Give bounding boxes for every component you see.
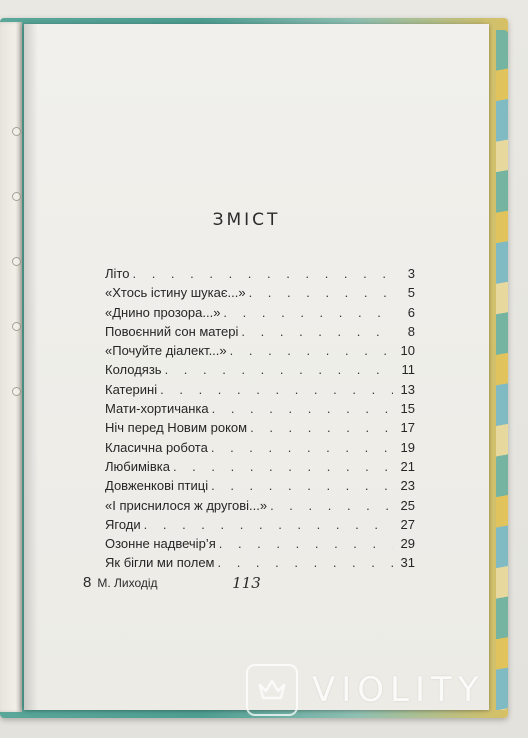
toc-entry-page: 25 <box>400 497 415 513</box>
toc-list <box>105 264 415 573</box>
toc-leader-dots <box>249 283 393 302</box>
toc-entry <box>105 380 415 399</box>
toc-entry-title: Класична робота <box>105 439 208 455</box>
toc-entry <box>105 303 415 322</box>
toc-entry-page: 17 <box>400 420 415 436</box>
toc-leader-dots <box>144 515 393 534</box>
toc-entry <box>105 553 415 572</box>
toc-entry-page: 15 <box>400 401 415 417</box>
toc-entry-title: Катерині <box>105 381 158 397</box>
toc-entry <box>105 341 415 360</box>
toc-entry-page: 10 <box>400 343 415 359</box>
cover-edge <box>496 30 508 710</box>
page-number: 113 <box>232 574 261 592</box>
toc-entry-page: 8 <box>407 323 415 339</box>
toc-leader-dots <box>250 418 393 437</box>
toc-entry-page: 5 <box>407 285 415 301</box>
toc-leader-dots <box>211 476 393 495</box>
toc-entry <box>105 360 415 379</box>
toc-entry <box>105 283 415 302</box>
toc-leader-dots <box>212 399 393 418</box>
binding-stitch <box>12 322 21 331</box>
watermark-badge <box>246 664 298 716</box>
toc-leader-dots <box>165 360 393 379</box>
toc-entry-page: 27 <box>400 516 415 532</box>
binding-stitch <box>12 387 21 396</box>
toc-leader-dots <box>217 553 393 572</box>
toc-entry <box>105 534 415 553</box>
signature-mark: 8 <box>83 574 92 591</box>
toc-entry-title: Ягоди <box>105 516 141 532</box>
toc-heading: ЗМІСТ <box>212 210 281 230</box>
binding-stitch <box>12 257 21 266</box>
watermark <box>246 664 485 716</box>
toc-entry <box>105 264 415 283</box>
toc-entry-title: «Хтось істину шукає...» <box>105 285 246 301</box>
toc-entry-title: Колодязь <box>105 362 162 378</box>
toc-entry-title: Озонне надвечір’я <box>105 536 216 552</box>
watermark-text: VIOLITY <box>312 670 485 710</box>
book-page <box>24 24 489 710</box>
toc-entry <box>105 322 415 341</box>
toc-leader-dots <box>270 496 393 515</box>
toc-entry <box>105 515 415 534</box>
toc-entry-title: Ніч перед Новим роком <box>105 420 248 436</box>
toc-entry-title: «Днино прозора...» <box>105 304 221 320</box>
toc-entry-page: 13 <box>400 381 415 397</box>
toc-leader-dots <box>211 438 393 457</box>
toc-leader-dots <box>223 303 393 322</box>
toc-entry-page: 21 <box>400 458 415 474</box>
toc-leader-dots <box>173 457 393 476</box>
toc-entry-title: Любимівка <box>105 458 170 474</box>
binding-stitch <box>12 192 21 201</box>
toc-leader-dots <box>132 264 393 283</box>
toc-entry-page: 11 <box>401 362 415 378</box>
toc-entry-page: 23 <box>400 478 415 494</box>
toc-entry-title: Літо <box>105 266 130 281</box>
toc-entry-title: Як бігли ми полем <box>105 555 215 571</box>
toc-entry <box>105 438 415 457</box>
toc-entry-title: «Почуйте діалект...» <box>105 343 227 359</box>
toc-entry <box>105 418 415 437</box>
toc-entry-page: 31 <box>400 555 415 571</box>
binding-stitch <box>12 127 21 136</box>
toc-entry-page: 19 <box>400 439 415 455</box>
toc-entry-title: Мати-хортичанка <box>105 401 209 417</box>
toc-leader-dots <box>230 341 393 360</box>
toc-leader-dots <box>219 534 393 553</box>
toc-entry-page: 29 <box>400 536 415 552</box>
signature-author: М. Лиходід <box>97 576 158 590</box>
left-page-edge <box>0 22 22 712</box>
toc-entry-page: 3 <box>407 266 415 281</box>
crown-icon <box>257 677 287 703</box>
toc-entry-title: Повоєнний сон матері <box>105 323 239 339</box>
toc-entry <box>105 496 415 515</box>
toc-entry <box>105 399 415 418</box>
toc-leader-dots <box>160 380 393 399</box>
toc-entry <box>105 457 415 476</box>
toc-leader-dots <box>241 322 393 341</box>
toc-entry-title: «І приснилося ж другові...» <box>105 497 268 513</box>
toc-entry <box>105 476 415 495</box>
toc-entry-page: 6 <box>407 304 415 320</box>
gutter-shadow <box>24 24 38 710</box>
toc-entry-title: Довженкові птиці <box>105 478 209 494</box>
